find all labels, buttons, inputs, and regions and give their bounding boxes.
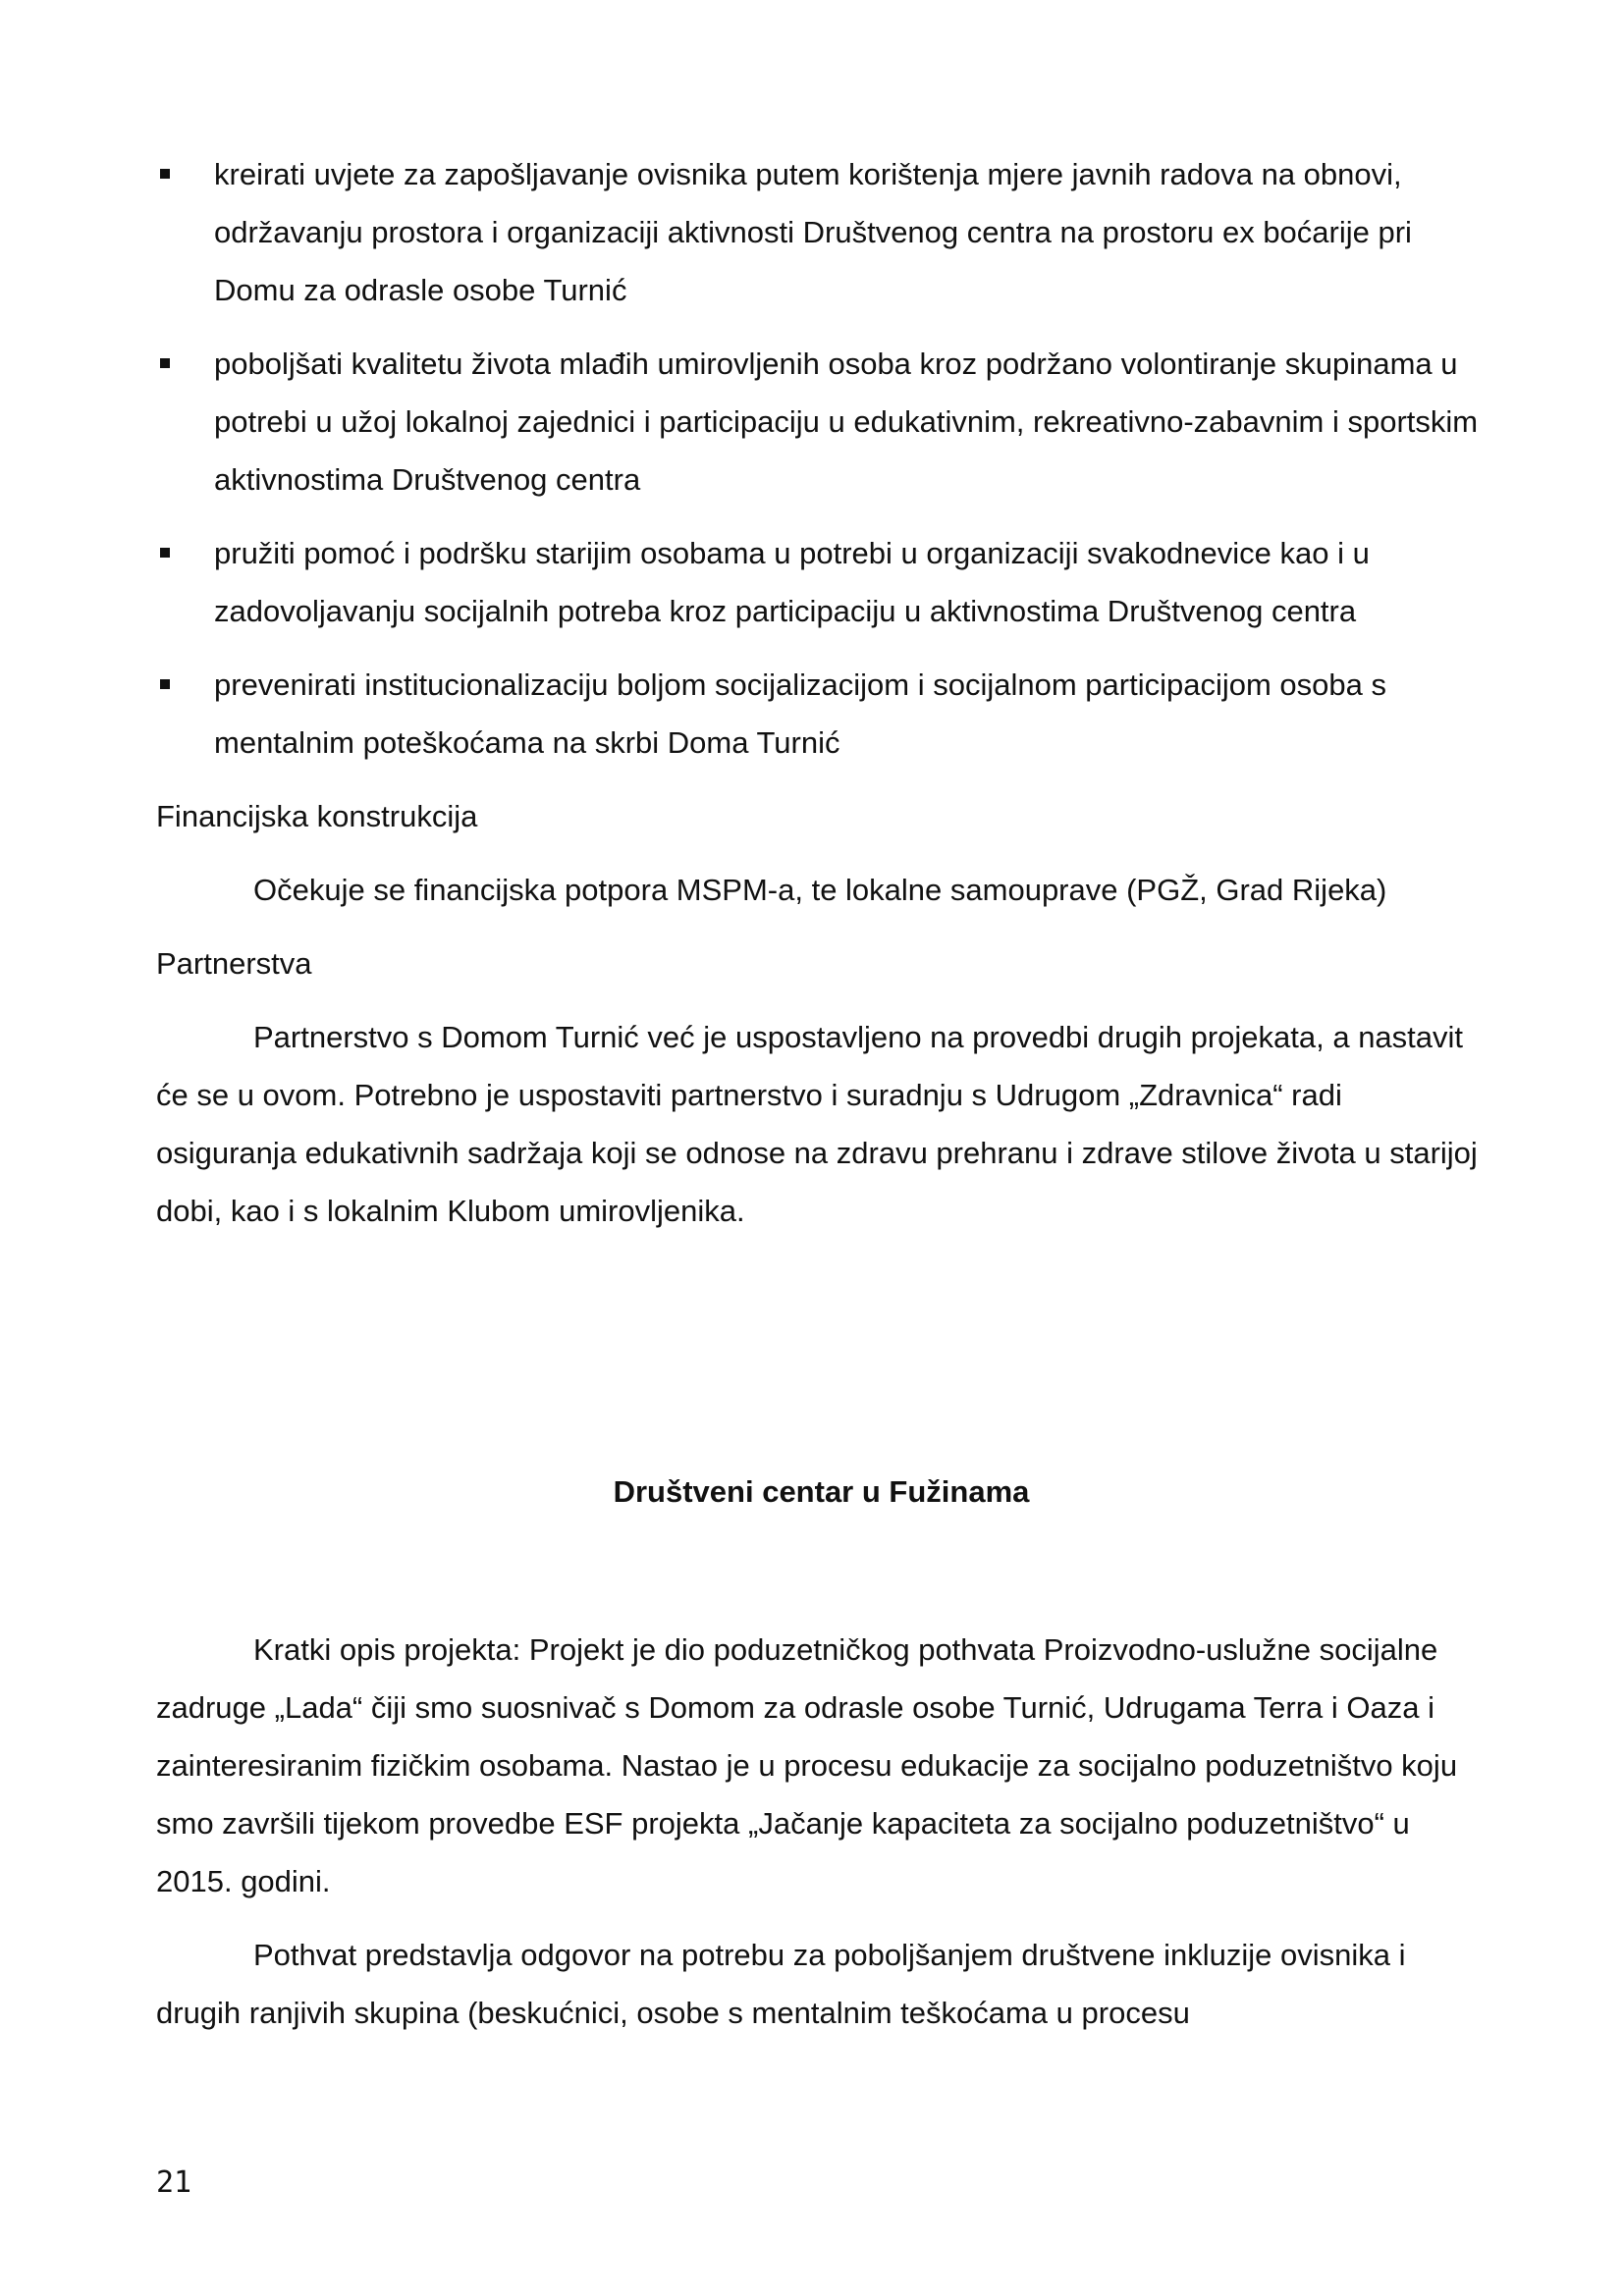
partnerships-heading: Partnerstva bbox=[156, 946, 312, 981]
financing-heading: Financijska konstrukcija bbox=[156, 799, 478, 833]
square-bullet-icon bbox=[160, 358, 170, 368]
list-item-text: kreirati uvjete za zapošljavanje ovisnika putem korištenja mjere javnih radova na obnovi, održavanju prostora i organizaciji aktivnosti Društvenog centra na prostoru ex boćarije pri Domu za odrasle osobe Turnić bbox=[214, 157, 1412, 307]
goals-list bbox=[156, 145, 1487, 772]
project-description-paragraph: Kratki opis projekta: Projekt je dio poduzetničkog pothvata Proizvodno-uslužne socijalne zadruge „Lada“ čiji smo suosnivač s Domom za odrasle osobe Turnić, Udrugama Terra i Oaza i zainteresiranim fizičkim osobama. Nastao je u procesu edukacije za socijalno poduzetništvo koju smo završili tijekom provedbe ESF projekta „Jačanje kapaciteta za socijalno poduzetništvo“ u 2015. godini. bbox=[156, 1632, 1458, 1898]
financing-paragraph: Očekuje se financijska potpora MSPM-a, te lokalne samouprave (PGŽ, Grad Rijeka) bbox=[253, 873, 1387, 907]
project-need-paragraph: Pothvat predstavlja odgovor na potrebu za poboljšanjem društvene inkluzije ovisnika i drugih ranjivih skupina (beskućnici, osobe s mentalnim teškoćama u procesu bbox=[156, 1938, 1406, 2030]
list-item bbox=[156, 335, 1487, 508]
page-number: 21 bbox=[156, 2165, 192, 2200]
list-item bbox=[156, 524, 1487, 640]
list-item bbox=[156, 656, 1487, 772]
project-title: Društveni centar u Fužinama bbox=[613, 1474, 1030, 1509]
partnerships-paragraph: Partnerstvo s Domom Turnić već je uspostavljeno na provedbi drugih projekata, a nastavit će se u ovom. Potrebno je uspostaviti partnerstvo i suradnju s Udrugom „Zdravnica“ radi osiguranja edukativnih sadržaja koji se odnose na zdravu prehranu i zdrave stilove života u starijoj dobi, kao i s lokalnim Klubom umirovljenika. bbox=[156, 1020, 1478, 1228]
page-content bbox=[156, 145, 1487, 2057]
list-item bbox=[156, 145, 1487, 319]
square-bullet-icon bbox=[160, 169, 170, 179]
list-item-text: pružiti pomoć i podršku starijim osobama u potrebi u organizaciji svakodnevice kao i u zadovoljavanju socijalnih potreba kroz participaciju u aktivnostima Društvenog centra bbox=[214, 536, 1370, 628]
list-item-text: poboljšati kvalitetu života mlađih umirovljenih osoba kroz podržano volontiranje skupinama u potrebi u užoj lokalnoj zajednici i participaciju u edukativnim, rekreativno-zabavnim i sportskim aktivnostima Društvenog centra bbox=[214, 347, 1479, 497]
list-item-text: prevenirati institucionalizaciju boljom socijalizacijom i socijalnom participacijom osoba s mentalnim poteškoćama na skrbi Doma Turnić bbox=[214, 667, 1386, 760]
square-bullet-icon bbox=[160, 548, 170, 558]
square-bullet-icon bbox=[160, 679, 170, 689]
